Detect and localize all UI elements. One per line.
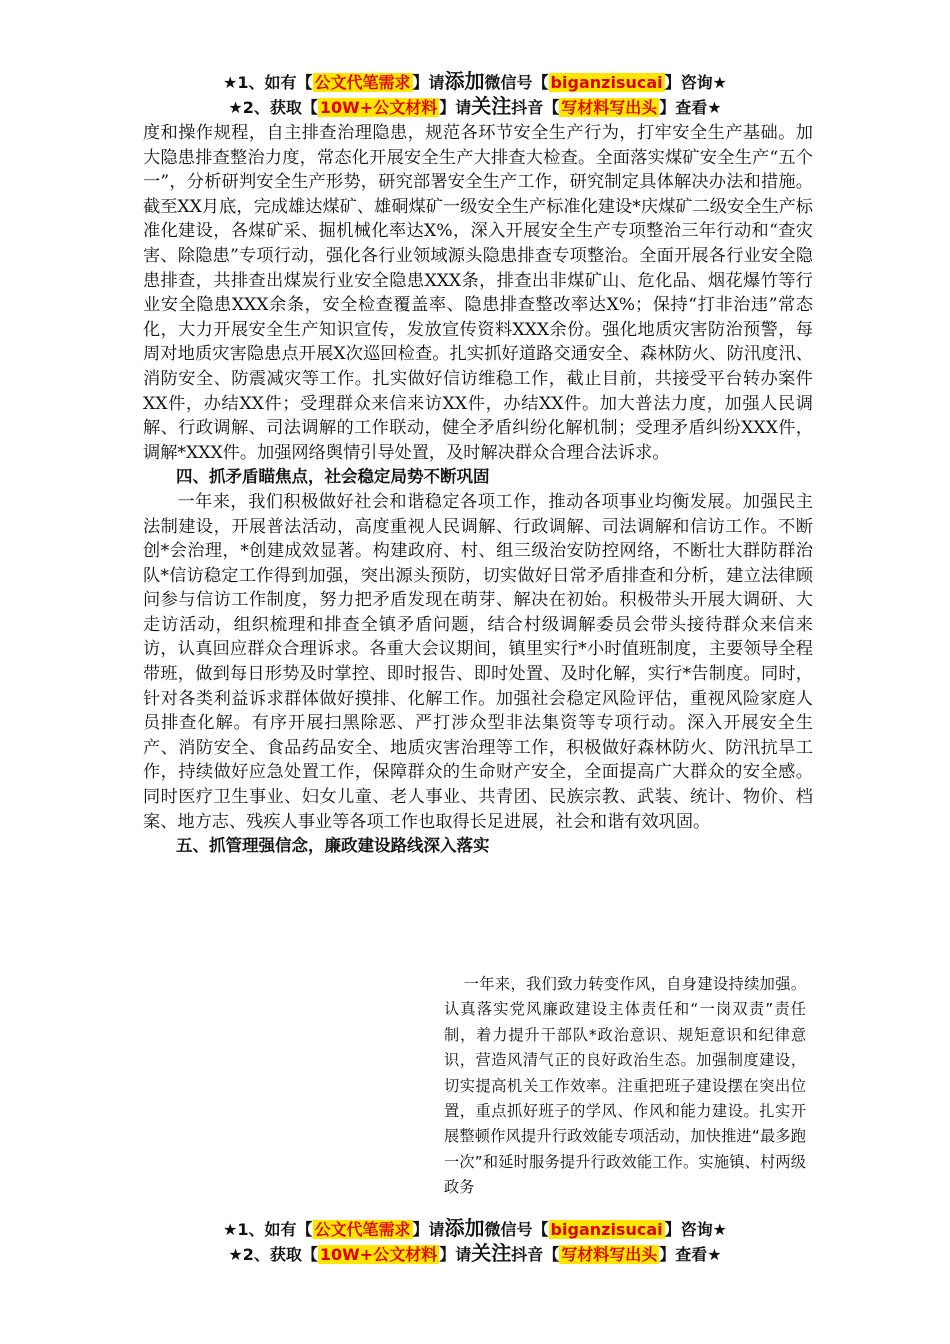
- banner-text: ★2、获取【: [228, 1245, 318, 1264]
- paragraph: 度和操作规程，自主排查治理隐患，规范各环节安全生产行为，打牢安全生产基础。加大隐患排查整治力度，常态化开展安全生产大排查大检查。全面落实煤矿安全生产“五个一”，分析研判安全生产形势，研究部署安全生产工作，研究制定具体解决办法和措施。截至XX月底，完成雄达煤矿、雄硐煤矿一级安全生产标准化建设*庆煤矿二级安全生产标准化建设，各煤矿采、掘机械化率达X%，深入开展安全生产专项整治三年行动和“查灾害、除隐患”专项行动，强化各行业领域源头隐患排查专项整治。全面开展各行业安全隐患排查，共排查出煤炭行业安全隐患XXX条，排查出非煤矿山、危化品、烟花爆竹等行业安全隐患XXX余条，安全检查覆盖率、隐患排查整改率达X%；保持“打非治违”常态化，大力开展安全生产知识宣传，发放宣传资料XXX余份。强化地质灾害防治预警，每周对地质灾害隐患点开展X次巡回检查。扎实抓好道路交通安全、森林防火、防汛度汛、消防安全、防震减灾等工作。扎实做好信访维稳工作，截止目前，共接受平台转办案件XX件，办结XX件；受理群众来信来访XX件，办结XX件。加大普法力度，加强人民调解、行政调解、司法调解的工作联动，健全矛盾纠纷化解机制；受理矛盾纠纷XXX件，调解*XXX件。加强网络舆情引导处置，及时解决群众合理合法诉求。: [143, 123, 813, 463]
- document-body: [143, 121, 813, 859]
- banner-emphasis: 添加: [444, 1216, 485, 1240]
- banner-highlight: biganzisucai: [550, 73, 663, 92]
- banner-text: 】请: [439, 1245, 472, 1264]
- paragraph: 一年来，我们积极做好社会和谐稳定各项工作，推动各项事业均衡发展。加强民主法制建设，开展普法活动，高度重视人民调解、行政调解、司法调解和信访工作。不断创*会治理，*创建成效显著。构建政府、村、组三级治安防控网络，不断壮大群防群治队*信访稳定工作得到加强，突出源头预防，切实做好日常矛盾排查和分析，建立法律顾问参与信访工作制度，努力把矛盾发现在萌芽、解决在初始。积极带头开展大调研、大走访活动，组织梳理和排查全镇矛盾问题，结合村级调解委员会带头接待群众来信来访，认真回应群众合理诉求。各重大会议期间，镇里实行*小时值班制度，主要领导全程带班，做到每日形势及时掌控、即时报告、即时处置、及时化解，实行*告制度。同时，针对各类利益诉求群体做好摸排、化解工作。加强社会稳定风险评估，重视风险家庭人员排查化解。有序开展扫黑除恶、严打涉众型非法集资等专项行动。深入开展安全生产、消防安全、食品药品安全、地质灾害治理等工作，积极做好森林防火、防汛抗旱工作，持续做好应急处置工作，保障群众的生命财产安全，全面提高广大群众的安全感。同时医疗卫生事业、妇女儿童、老人事业、共青团、民族宗教、武装、统计、物价、档案、地方志、残疾人事业等各项工作也取得长足进展，社会和谐有效巩固。: [143, 491, 813, 832]
- banner-highlight: 公文代笔需求: [314, 73, 411, 92]
- banner-text: 】查看★: [659, 1245, 722, 1264]
- bottom-banner-line-1: [0, 1217, 950, 1241]
- bottom-banner-line-2: [0, 1242, 950, 1266]
- banner-highlight: biganzisucai: [550, 1220, 663, 1239]
- top-banner-line-1: [0, 70, 950, 94]
- banner-highlight: 公文代笔需求: [314, 1220, 411, 1239]
- document-tail-column: [444, 972, 806, 1201]
- banner-text: ★1、如有【: [223, 73, 313, 92]
- section-heading-5: 五、抓管理强信念，廉政建设路线深入落实: [176, 836, 490, 856]
- banner-text: 】查看★: [659, 98, 722, 117]
- banner-text: 微信号【: [484, 1220, 549, 1239]
- banner-text: ★2、获取【: [228, 98, 318, 117]
- banner-emphasis: 关注: [471, 1241, 512, 1265]
- section-heading-4: 四、抓矛盾瞄焦点，社会稳定局势不断巩固: [176, 467, 490, 487]
- banner-highlight: 10W+公文材料: [319, 98, 438, 117]
- banner-emphasis: 关注: [471, 94, 512, 118]
- banner-text: 微信号【: [484, 73, 549, 92]
- banner-highlight: 写材料写出头: [561, 1245, 658, 1264]
- banner-highlight: 10W+公文材料: [319, 1245, 438, 1264]
- banner-text: 】请: [412, 73, 445, 92]
- banner-emphasis: 添加: [444, 69, 485, 93]
- banner-text: ★1、如有【: [223, 1220, 313, 1239]
- banner-text: 抖音【: [511, 1245, 560, 1264]
- banner-text: 】请: [412, 1220, 445, 1239]
- banner-text: 抖音【: [511, 98, 560, 117]
- banner-text: 】咨询★: [664, 1220, 727, 1239]
- banner-text: 】咨询★: [664, 73, 727, 92]
- banner-text: 】请: [439, 98, 472, 117]
- banner-highlight: 写材料写出头: [561, 98, 658, 117]
- top-banner-line-2: [0, 95, 950, 119]
- paragraph: 一年来，我们致力转变作风，自身建设持续加强。认真落实党风廉政建设主体责任和“一岗双责”责任制，着力提升干部队*政治意识、规矩意识和纪律意识，营造风清气正的良好政治生态。加强制度建设，切实提高机关工作效率。注重把班子建设摆在突出位置，重点抓好班子的学风、作风和能力建设。扎实开展整顿作风提升行政效能专项活动，加快推进“最多跑一次”和延时服务提升行政效能工作。实施镇、村两级政务: [444, 975, 806, 1197]
